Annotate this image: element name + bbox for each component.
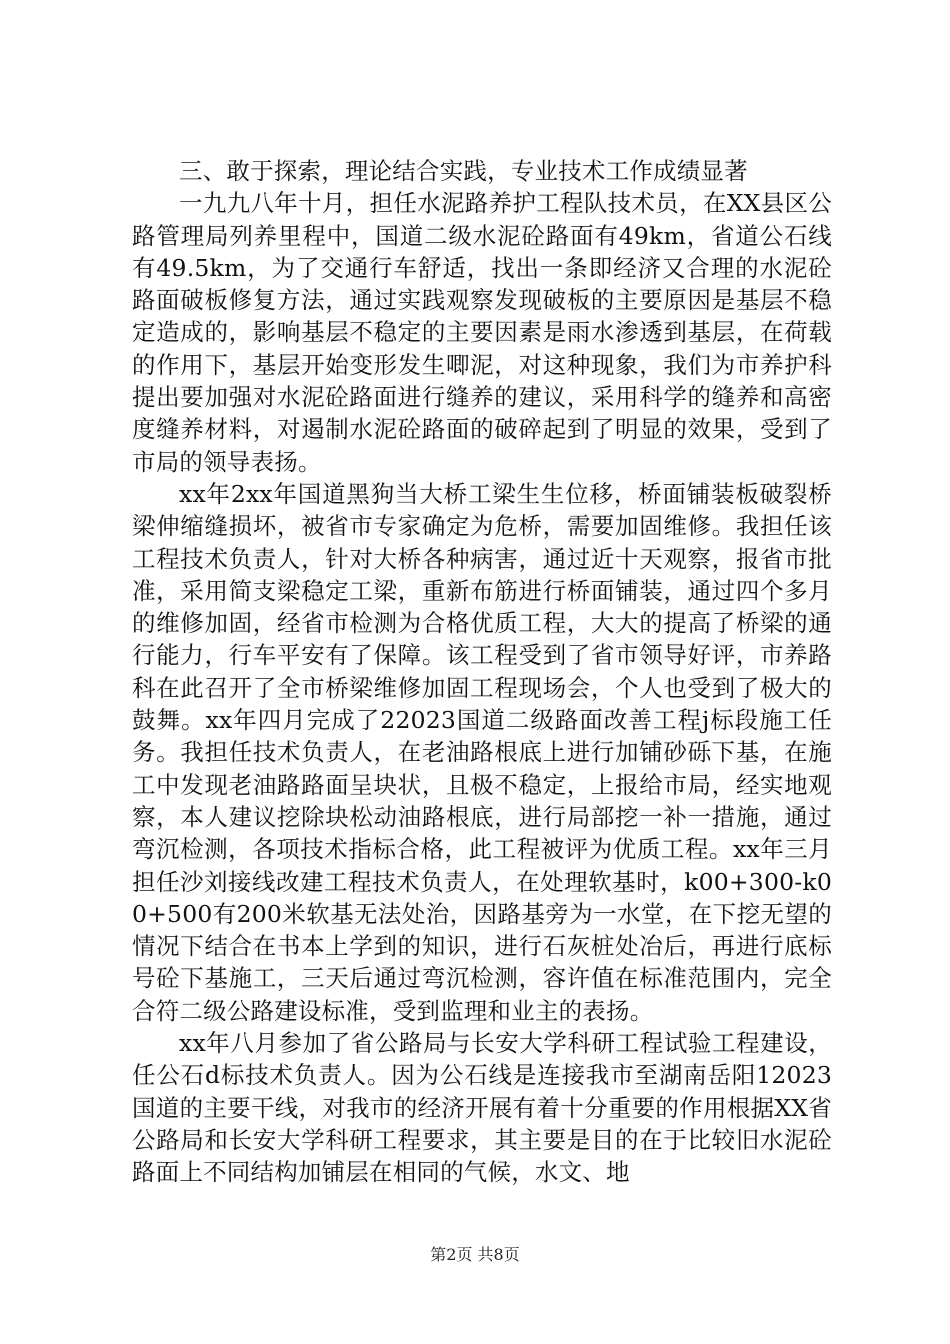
paragraph-3: xx年八月参加了省公路局与长安大学科研工程试验工程建设，任公石d标技术负责人。因为公石线是连接我市至湖南岳阳12023国道的主要干线，对我市的经济开展有着十分重要的作用根据XX省公路局和长安大学科研工程要求，其主要是目的在于比较旧水泥砼路面上不同结构加铺层在相同的气候，水文、地	[132, 1029, 832, 1187]
paragraph-2: xx年2xx年国道黑狗当大桥工梁生生位移，桥面铺装板破裂桥梁伸缩缝损坏，被省市专家确定为危桥，需要加固维修。我担任该工程技术负责人，针对大桥各种病害，通过近十天观察，报省市批准，采用简支梁稳定工梁，重新布筋进行桥面铺装，通过四个多月的维修加固，经省市检测为合格优质工程，大大的提高了桥梁的通行能力，行车平安有了保障。该工程受到了省市领导好评，市养路科在此召开了全市桥梁维修加固工程现场会，个人也受到了极大的鼓舞。xx年四月完成了22023国道二级路面改善工程j标段施工任务。我担任技术负责人，在老油路根底上进行加铺砂砾下基，在施工中发现老油路路面呈块状，且极不稳定，上报给市局，经实地观察，本人建议挖除块松动油路根底，进行局部挖一补一措施，通过弯沉检测，各项技术指标合格，此工程被评为优质工程。xx年三月担任沙刘接线改建工程技术负责人，在处理软基时，k00+300-k00+500有200米软基无法处治，因路基旁为一水堂，在下挖无望的情况下结合在书本上学到的知识，进行石灰桩处冶后，再进行底标号砼下基施工，三天后通过弯沉检测，容许值在标准范围内，完全合符二级公路建设标准，受到监理和业主的表扬。	[132, 479, 832, 1025]
page-number-footer: 第2页 共8页	[430, 1245, 520, 1264]
paragraph-1: 一九九八年十月，担任水泥路养护工程队技术员，在XX县区公路管理局列养里程中，国道二级水泥砼路面有49km，省道公石线有49.5km，为了交通行车舒适，找出一条即经济又合理的水泥砼路面破板修复方法，通过实践观察发现破板的主要原因是基层不稳定造成的，影响基层不稳定的主要因素是雨水渗透到基层，在荷载的作用下，基层开始变形发生唧泥，对这种现象，我们为市养护科提出要加强对水泥砼路面进行缝养的建议，采用科学的缝养和高密度缝养材料，对遏制水泥砼路面的破碎起到了明显的效果，受到了市局的领导表扬。	[132, 189, 832, 476]
document-body	[132, 155, 832, 1189]
section-heading: 三、敢于探索，理论结合实践，专业技术工作成绩显著	[179, 157, 748, 185]
